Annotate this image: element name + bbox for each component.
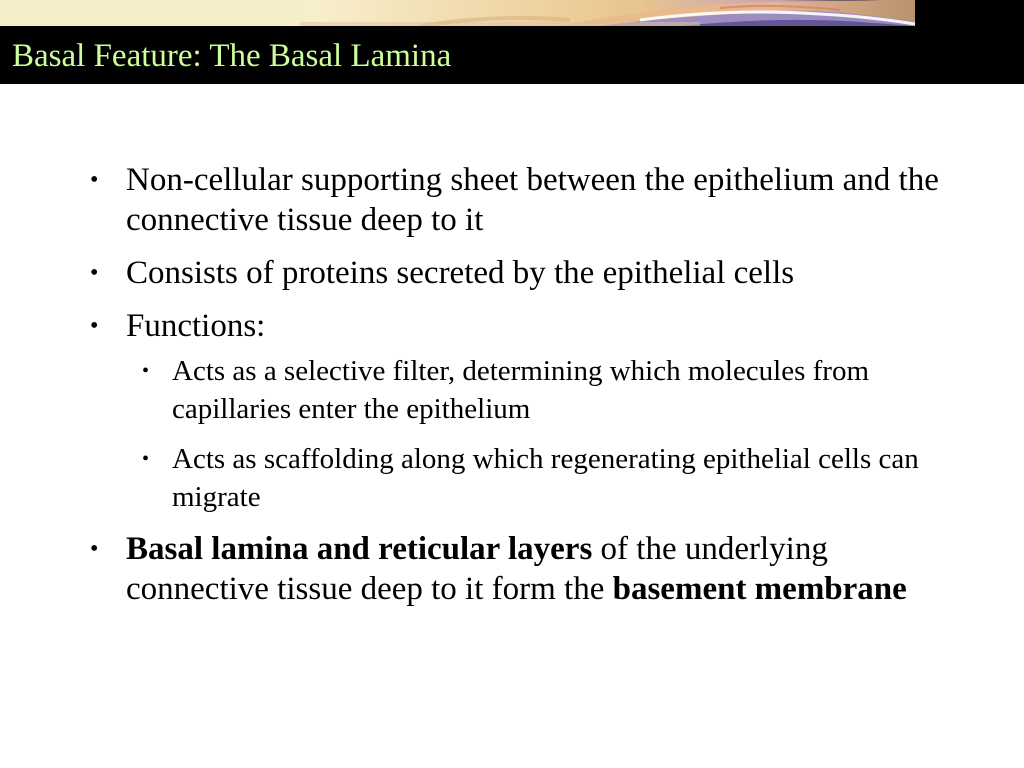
- sub-bullet-item: [126, 440, 964, 516]
- bullet-text: Consists of proteins secreted by the epithelial cells: [126, 255, 795, 291]
- bullet-item: [84, 253, 964, 293]
- bullet-text: Functions:: [126, 308, 266, 344]
- sub-bullet-text: Acts as a selective filter, determining which molecules from capillaries enter the epithelium: [172, 355, 870, 425]
- bullet-item: [84, 529, 964, 609]
- bullet-item: [84, 160, 964, 240]
- bullet-text: Non-cellular supporting sheet between the epithelium and the connective tissue deep to it: [126, 162, 939, 238]
- sub-bullet-icon: •: [142, 360, 150, 382]
- bullet-icon: •: [90, 167, 99, 193]
- bullet-list: [84, 160, 964, 609]
- bold-term-basement-membrane: basement membrane: [612, 571, 907, 607]
- sub-bullet-list: [126, 352, 964, 516]
- slide-content: [84, 160, 964, 622]
- bullet-icon: •: [90, 536, 99, 562]
- slide-title: Basal Feature: The Basal Lamina: [12, 38, 452, 74]
- sub-bullet-item: [126, 352, 964, 428]
- bullet-text: of the underlying connective tissue deep to it form the: [126, 531, 828, 607]
- header-decorative-image: [0, 0, 1024, 26]
- bullet-item: [84, 306, 964, 516]
- header-histology-image: [0, 0, 1024, 26]
- sub-bullet-text: Acts as scaffolding along which regenerating epithelial cells can migrate: [172, 443, 919, 513]
- bold-term-basal-lamina: Basal lamina and reticular layers: [126, 531, 593, 567]
- bullet-icon: •: [90, 313, 99, 339]
- bullet-icon: •: [90, 260, 99, 286]
- sub-bullet-icon: •: [142, 448, 150, 470]
